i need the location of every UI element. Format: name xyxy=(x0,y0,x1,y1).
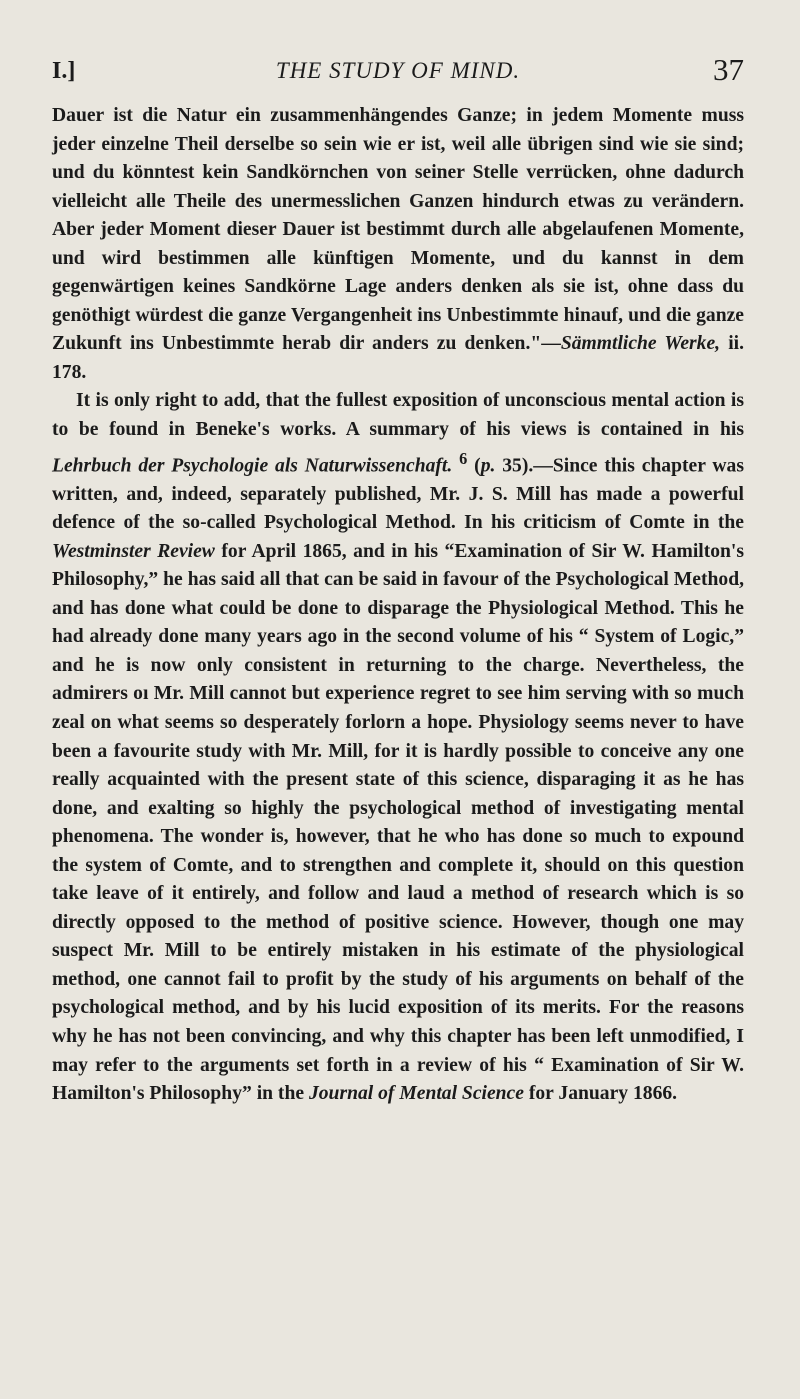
commentary-text-2: 35).—Since this chapter was written, and, indeed, separately published, Mr. J. S. Mill has made a powerful defence of the so-called Psychological Method. In his criticism of Comte in the xyxy=(52,455,744,534)
source-title: Sämmtliche Werke, xyxy=(560,333,721,355)
german-quotation: Dauer ist die Natur ein zusammenhängendes Ganze; in jedem Momente muss jeder einzelne Theil derselbe so sein wie er ist, weil alle übrigen sind wie sie sind; und du könntest kein Sandkörnchen von seiner Stelle verrücken, ohne dadurch vielleicht alle Theile des unermesslichen Ganzen hindurch etwas zu verändern. Aber jeder Moment dieser Dauer ist bestimmt durch alle abgelaufenen Momente, und wird bestimmen alle künftigen Momente, und du kannst in dem gegenwärtigen keines Sandkörne Lage anders denken als sie ist, ohne dass du genöthigt würdest die ganze Vergangenheit ins Unbestimmte hinauf, und die ganze Zukunft ins Unbestimmte herab dir anders zu denken."— xyxy=(52,105,744,355)
book-title-lehrbuch: Lehrbuch der Psychologie als Naturwissenchaft. xyxy=(52,455,453,477)
footnote-marker: 6 xyxy=(459,448,468,468)
page-abbreviation: p. xyxy=(480,455,496,477)
commentary-text-4: for January 1866. xyxy=(523,1083,678,1105)
german-quotation-paragraph xyxy=(52,102,744,387)
commentary-text-1: It is only right to add, that the fullest exposition of unconscious mental action is to be found in Beneke's works. A summary of his views is contained in his xyxy=(52,390,744,441)
running-head xyxy=(52,52,744,102)
commentary-paragraph xyxy=(52,387,744,1108)
body-text xyxy=(52,102,744,1109)
running-title: THE STUDY OF MIND. xyxy=(275,58,521,83)
journal-title: Journal of Mental Science xyxy=(308,1083,524,1105)
chapter-number: I.] xyxy=(52,58,76,84)
source-reference: ii. 178. xyxy=(52,333,744,383)
westminster-review-title: Westminster Review xyxy=(52,540,215,562)
page-number: 37 xyxy=(713,52,744,87)
commentary-text-3: for April 1865, and in his “Examination of Sir W. Hamilton's Philosophy,” he has said all that can be said in favour of the Psychological Method, and has done what could be done to disparage the Physiological Method. This he had already done many years ago in the second volume of his “ System of Logic,” and he is now only consistent in returning to the charge. Nevertheless, the admirers oı Mr. Mill cannot but experience regret to see him serving with so much zeal on what seems so desperately forlorn a hope. Physiology seems never to have been a favourite study with Mr. Mill, for it is hardly possible to conceive any one really acquainted with the present state of this science, disparaging it as he has done, and exalting so highly the psychological method of investigating mental phenomena. The wonder is, however, that he who has done so much to expound the system of Comte, and to strengthen and complete it, should on this question take leave of it entirely, and follow and laud a method of research which is so directly opposed to the method of positive science. However, though one may suspect Mr. Mill to be entirely mistaken in his estimate of the physiological method, one cannot fail to profit by the study of his arguments on behalf of the psychological method, and by his lucid exposition of its merits. For the reasons why he has not been convincing, and why this chapter has been left unmodified, I may refer to the arguments set forth in a review of his “ Examination of Sir W. Hamilton's Philosophy” in the xyxy=(52,540,744,1105)
page-open: ( xyxy=(467,455,481,477)
